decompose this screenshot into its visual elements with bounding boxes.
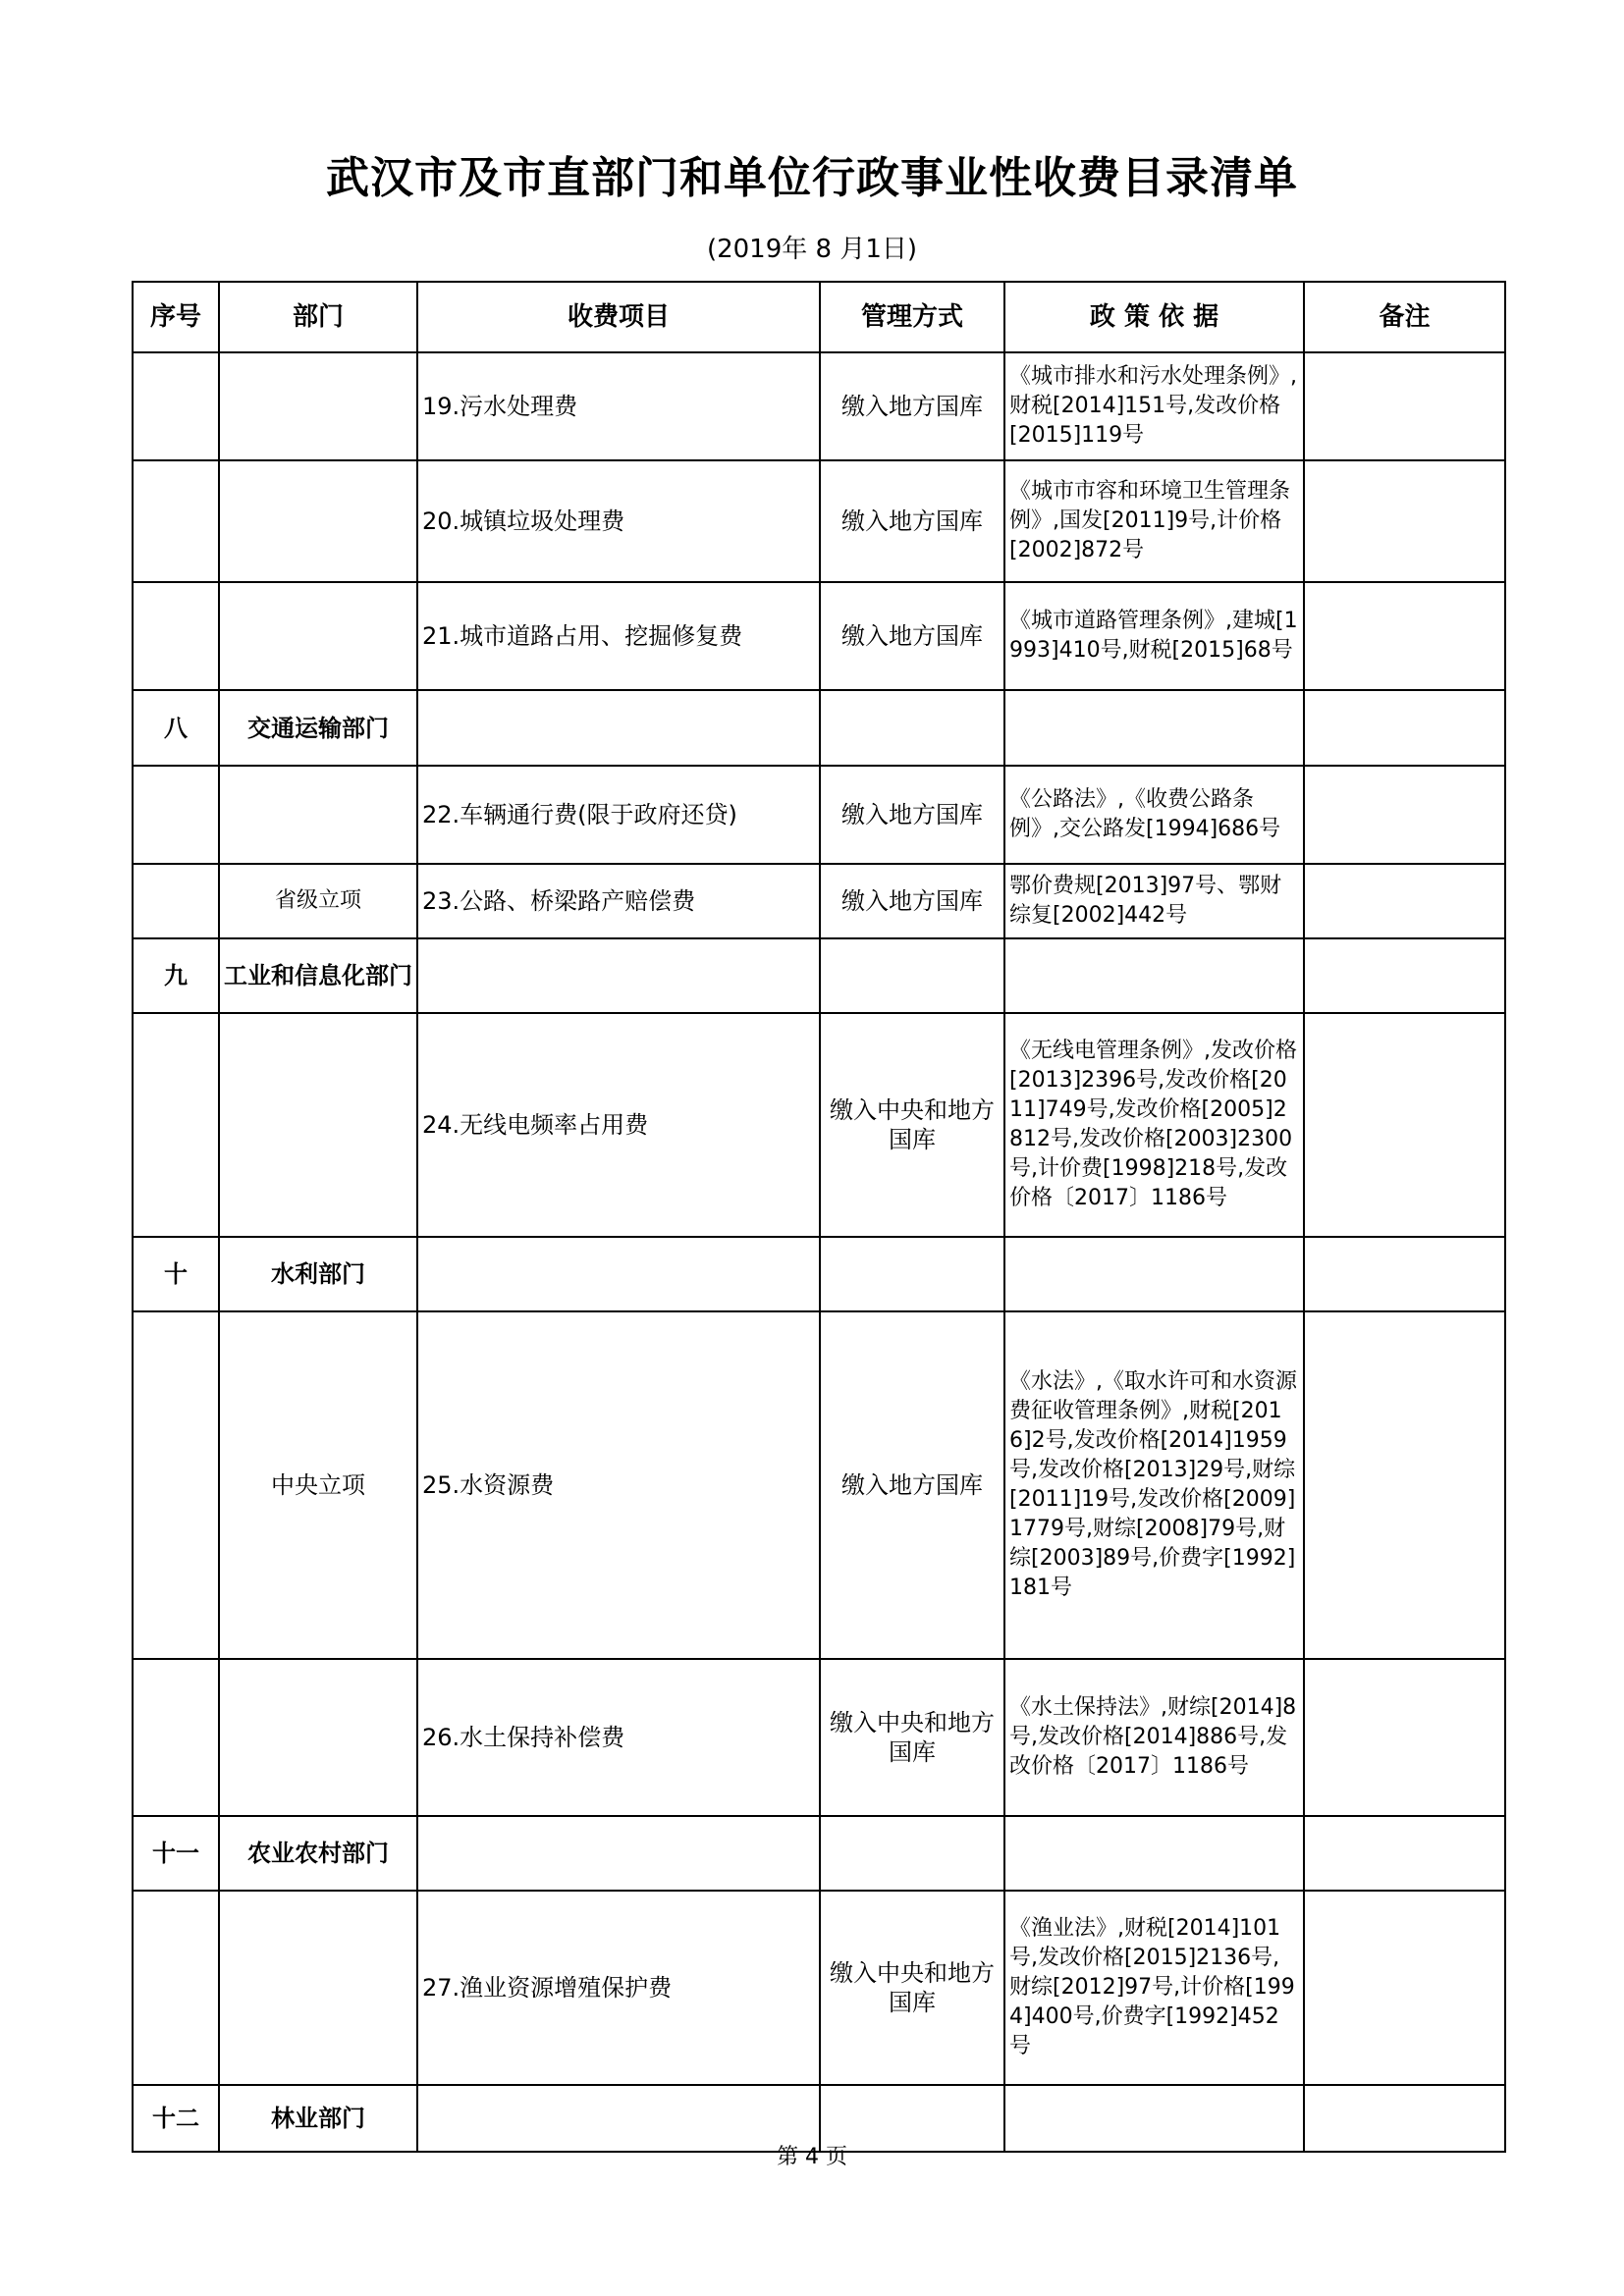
cell-basis: 《水土保持法》,财综[2014]8号,发改价格[2014]886号,发改价格〔2017〕1186号 [1004,1659,1304,1816]
cell-dept [219,1659,417,1816]
cell-no [133,1311,219,1659]
cell-basis: 《无线电管理条例》,发改价格[2013]2396号,发改价格[2011]749号,发改价格[2005]2812号,发改价格[2003]2300号,计价费[1998]218号,发改价格〔2017〕1186号 [1004,1013,1304,1237]
cell-mgmt: 缴入中央和地方国库 [820,1013,1004,1237]
cell-mgmt: 缴入地方国库 [820,352,1004,460]
cell-note [1304,1311,1505,1659]
section-row [133,1237,1505,1311]
cell-note [1304,1013,1505,1237]
cell-dept [219,352,417,460]
cell-mgmt: 缴入地方国库 [820,864,1004,938]
cell-dept [219,582,417,690]
cell-dept: 省级立项 [219,864,417,938]
cell-item: 26.水土保持补偿费 [417,1659,820,1816]
fee-catalog-table [132,281,1506,2153]
cell-no [133,1659,219,1816]
cell-note [1304,1816,1505,1891]
header-mgmt: 管理方式 [820,282,1004,352]
section-dept: 农业农村部门 [219,1816,417,1891]
cell-mgmt: 缴入地方国库 [820,766,1004,864]
cell-item [417,1237,820,1311]
table-row [133,1311,1505,1659]
table-row [133,582,1505,690]
header-dept: 部门 [219,282,417,352]
cell-basis [1004,690,1304,766]
section-dept: 工业和信息化部门 [219,938,417,1013]
section-no: 九 [133,938,219,1013]
table-row [133,352,1505,460]
cell-mgmt: 缴入地方国库 [820,582,1004,690]
section-no: 十一 [133,1816,219,1891]
cell-no [133,460,219,582]
section-row [133,938,1505,1013]
cell-item: 19.污水处理费 [417,352,820,460]
cell-note [1304,582,1505,690]
table-header-row [133,282,1505,352]
cell-note [1304,690,1505,766]
cell-dept [219,766,417,864]
cell-item [417,938,820,1013]
cell-basis: 《城市道路管理条例》,建城[1993]410号,财税[2015]68号 [1004,582,1304,690]
cell-mgmt [820,690,1004,766]
cell-item: 25.水资源费 [417,1311,820,1659]
cell-note [1304,1659,1505,1816]
cell-note [1304,460,1505,582]
header-basis: 政 策 依 据 [1004,282,1304,352]
section-dept: 林业部门 [219,2085,417,2152]
table-row [133,1659,1505,1816]
cell-item [417,1816,820,1891]
cell-mgmt [820,1816,1004,1891]
header-no: 序号 [133,282,219,352]
cell-dept [219,460,417,582]
cell-basis: 鄂价费规[2013]97号、鄂财综复[2002]442号 [1004,864,1304,938]
section-no: 八 [133,690,219,766]
cell-basis [1004,1237,1304,1311]
cell-dept [219,1013,417,1237]
cell-item: 21.城市道路占用、挖掘修复费 [417,582,820,690]
section-dept: 交通运输部门 [219,690,417,766]
cell-no [133,1891,219,2085]
section-dept: 水利部门 [219,1237,417,1311]
cell-note [1304,1237,1505,1311]
cell-item [417,690,820,766]
cell-basis: 《城市排水和污水处理条例》,财税[2014]151号,发改价格[2015]119号 [1004,352,1304,460]
cell-mgmt: 缴入中央和地方国库 [820,1659,1004,1816]
cell-note [1304,864,1505,938]
section-row [133,690,1505,766]
cell-no [133,582,219,690]
cell-item: 27.渔业资源增殖保护费 [417,1891,820,2085]
table-row [133,766,1505,864]
table-row [133,1891,1505,2085]
table-row [133,1013,1505,1237]
header-note: 备注 [1304,282,1505,352]
cell-mgmt: 缴入地方国库 [820,460,1004,582]
cell-item: 20.城镇垃圾处理费 [417,460,820,582]
cell-item: 22.车辆通行费(限于政府还贷) [417,766,820,864]
table-row [133,460,1505,582]
cell-basis: 《水法》,《取水许可和水资源费征收管理条例》,财税[2016]2号,发改价格[2014]1959号,发改价格[2013]29号,财综[2011]19号,发改价格[2009]1779号,财综[2008]79号,财综[2003]89号,价费字[1992]181号 [1004,1311,1304,1659]
header-item: 收费项目 [417,282,820,352]
cell-no [133,352,219,460]
cell-mgmt: 缴入中央和地方国库 [820,1891,1004,2085]
cell-basis [1004,938,1304,1013]
document-date: (2019年 8 月1日) [706,235,918,264]
cell-basis [1004,1816,1304,1891]
cell-basis: 《城市市容和环境卫生管理条例》,国发[2011]9号,计价格[2002]872号 [1004,460,1304,582]
cell-mgmt [820,938,1004,1013]
cell-item: 23.公路、桥梁路产赔偿费 [417,864,820,938]
cell-note [1304,938,1505,1013]
cell-no [133,1013,219,1237]
page-number: 第 4 页 [777,2145,847,2169]
cell-item: 24.无线电频率占用费 [417,1013,820,1237]
cell-note [1304,1891,1505,2085]
cell-basis: 《渔业法》,财税[2014]101号,发改价格[2015]2136号,财综[2012]97号,计价格[1994]400号,价费字[1992]452号 [1004,1891,1304,2085]
cell-note [1304,766,1505,864]
cell-dept: 中央立项 [219,1311,417,1659]
cell-no [133,864,219,938]
document-title: 武汉市及市直部门和单位行政事业性收费目录清单 [326,153,1298,203]
cell-mgmt [820,1237,1004,1311]
table-row [133,864,1505,938]
cell-no [133,766,219,864]
cell-basis: 《公路法》,《收费公路条例》,交公路发[1994]686号 [1004,766,1304,864]
section-no: 十 [133,1237,219,1311]
cell-mgmt: 缴入地方国库 [820,1311,1004,1659]
cell-dept [219,1891,417,2085]
cell-note [1304,352,1505,460]
section-no: 十二 [133,2085,219,2152]
section-row [133,1816,1505,1891]
